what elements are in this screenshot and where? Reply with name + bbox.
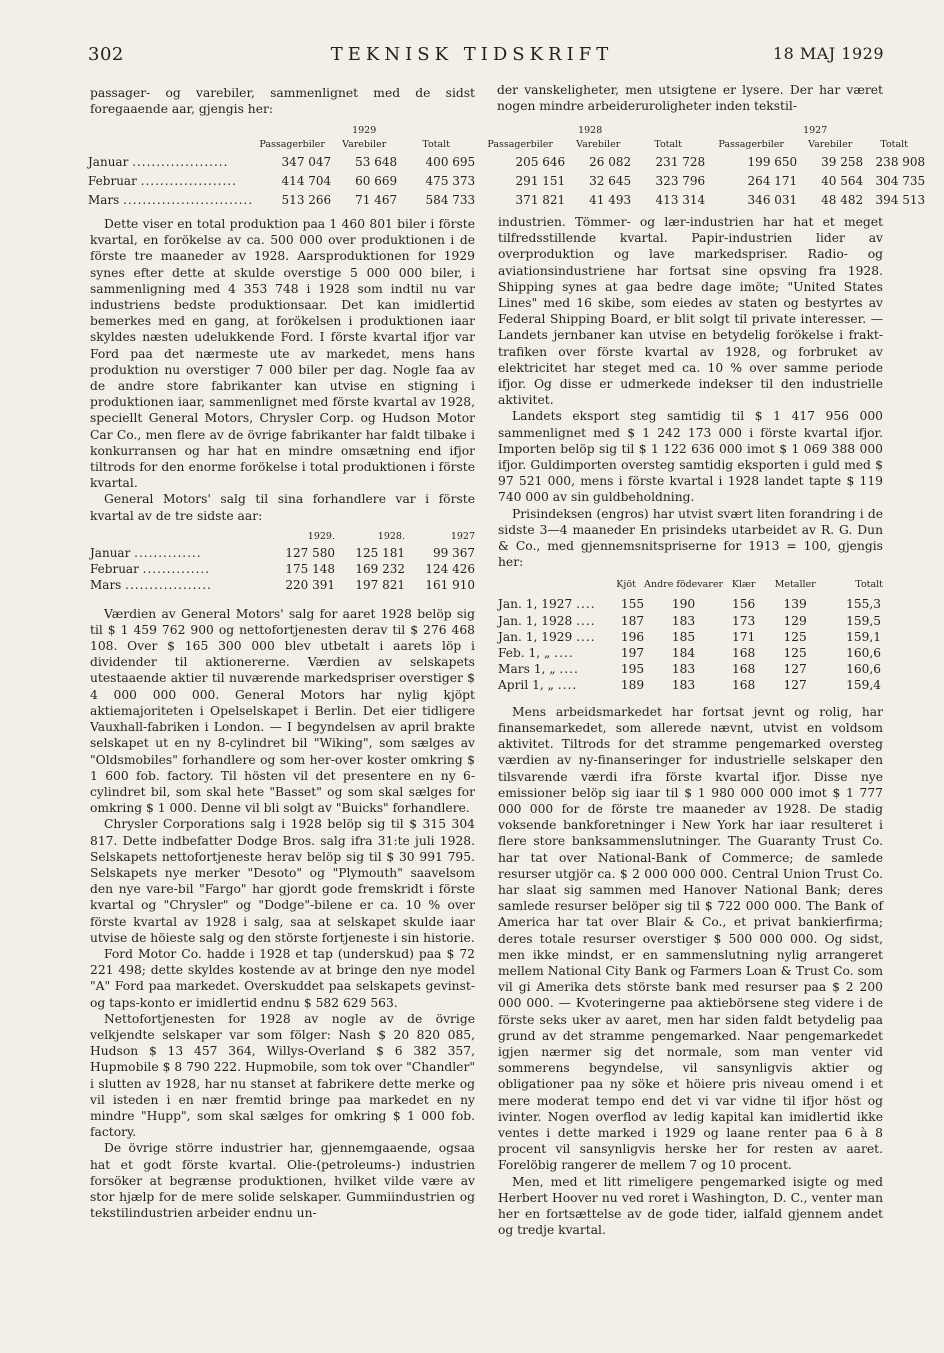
table-cell: 39 258 bbox=[821, 154, 864, 169]
intro-left-text: passager- og varebiler, sammenlignet med de sidst foregaaende aar, gjengis her: bbox=[90, 86, 475, 117]
paragraph: Værdien av General Motors' salg for aaret 1928 belöp sig til $ 1 459 762 900 og nettofortjenesten derav til $ 276 468 108. Over $ 165 300 000 blev utbetalt i aarets löp i dividender til aktionererne. Værdien av selskapets utestaaende aktier til nuværende markedspriser overstiger $ 4 000 000 000. General Motors har nylig kjöpt aktiemajoriteten i Opelselskapet i Berlin. Det eier tidligere Vauxhall-fabriken i London. — I begyndelsen av april brakte selskapet ut en ny 8-cylindret bil "Wiking", som sælges av "Oldsmobiles" forhandlere og som her-over koster omkring $ 1 600 fob. factory. Til hösten vil det presentere en ny 6-cylindret bil, som skal hete "Basset" og som skal sælges for omkring $ 1 000. Denne vil bli solgt av "Buicks" forhandlere. bbox=[90, 606, 475, 816]
table-cell: 40 564 bbox=[821, 173, 864, 188]
table-cell: 400 695 bbox=[425, 154, 476, 169]
row-label: Feb. 1, „ bbox=[498, 646, 551, 661]
leader-dots: .... bbox=[554, 646, 574, 661]
intro-left bbox=[90, 85, 475, 117]
table-cell: 584 733 bbox=[425, 192, 476, 207]
table-row bbox=[498, 677, 883, 693]
gm-sales-table bbox=[90, 529, 475, 594]
row-label: Jan. 1, 1928 bbox=[498, 613, 573, 628]
table-cell: 168 bbox=[732, 662, 756, 677]
paragraph: Nettofortjenesten for 1928 av nogle av de övrige velkjendte selskaper var som fölger: Nash $ 20 820 085, Hudson $ 13 457 364, Willys-Overland $ 6 382 357, Hupmobile $ 8 790 222. Hupmobile, som tok over "Chandler" i slutten av 1928, har nu stanset at fabrikere dette merke og vil isteden i en nær fremtid bringe paa markedet en ny mindre "Hupp", som skal sælges for omkring $ 1 000 fob. factory. bbox=[90, 1011, 475, 1140]
table-cell: 371 821 bbox=[515, 192, 566, 207]
table-row bbox=[498, 645, 883, 661]
table-cell: 175 148 bbox=[285, 562, 335, 577]
table-cell: 71 467 bbox=[355, 192, 398, 207]
column-header: Kjöt bbox=[616, 579, 636, 591]
paragraph: Chrysler Corporations salg i 1928 belöp sig til $ 315 304 817. Dette indbefatter Dodge Bros. salg ifra 31:te juli 1928. Selskapets nettofortjeneste herav belöp sig til $ 30 991 795. Selskapets nye merker "Desoto" og "Plymouth" saavelsom den nye vare-bil "Fargo" har gjordt gode fremskridt i förste kvartal og "Chrysler" og "Dodge"-bilene er ca. 10 % over förste kvartal av 1928 i salg, saa at selskapet skulde iaar utvise de höieste salg og den störste fortjeneste i sin historie. bbox=[90, 817, 475, 945]
row-label: Mars bbox=[90, 578, 122, 593]
table-cell: 156 bbox=[732, 597, 756, 612]
table-cell: 129 bbox=[783, 613, 807, 628]
table-cell: 125 bbox=[783, 629, 807, 644]
price-index-table bbox=[498, 574, 883, 693]
paragraph: Mens arbeidsmarkedet har fortsat jevnt og rolig, har finansemarkedet, som allerede nævnt, utvist en voldsom aktivitet. Tiltrods for det stramme pengemarked oversteg værdien av ny-finanseringer for industrielle selskaper den tilsvarende værdi ifra förste kvartal ifjor. Disse nye emissioner belöp sig iaar til $ 1 980 000 000 imot $ 1 777 000 000 for de förste tre maaneder av 1928. De stadig voksende bankforetninger i New York har iaar resulteret i flere store banksammenslutninger. The Guaranty Trust Co. har tat over National-Bank of Commerce; de samlede resurser utgjör ca. $ 2 000 000 000. Central Union Trust Co. har slaat sig sammen med Hanover National Bank; deres samlede resurser belöper sig til $ 722 000 000. The Bank of America har tat over Blair & Co., et privat bankierfirma; deres totale resurser overstiger $ 500 000 000. Og sidst, men ikke mindst, er en sammenslutning nylig arrangeret mellem National City Bank og Farmers Loan & Trust Co. som vil gi Amerika dets störste bank med resurser paa $ 2 200 000 000. — Kvoteringerne paa aktiebörsene steg videre i de förste seks uker av aaret, men har siden faldt betydelig paa grund av det stramme pengemarked. Naar pengemarkedet igjen nærmer sig det normale, som man venter vid sommerens begyndelse, vil sansynligvis aktier og obligationer paa ny söke et höiere pris niveau omend i et mere moderat tempo end det vi var vidne til ifjor höst og ivinter. Nogen overflod av ledig kapital kan imidlertid ikke ventes i dette marked i 1929 og laane renter paa 6 à 8 procent vil sansynligvis herske her for resten av aaret. Forelöbig rangerer de mellem 7 og 10 procent. bbox=[498, 704, 883, 1173]
column-header: Varebiler bbox=[576, 138, 621, 150]
table-cell: 187 bbox=[620, 613, 645, 628]
paragraph: industrien. Tömmer- og lær-industrien har hat et meget tilfredsstillende kvartal. Papir-industrien lider av overproduktion og lave markedspriser. Radio- og aviationsindustriene har fortsat sine opsving fra 1928. Shipping synes at gaa bedre dage imöte; "United States Lines" med 16 skibe, som eiedes av staten og bestyrtes av Federal Shipping Board, er blit solgt til private interesser. — Landets jernbaner kan utvise en betydelig forökelse i frakt-trafiken over förste kvartal av 1928, og forbruket av elektricitet har steget med ca. 10 % over samme periode ifjor. Og disse er udmerkede indekser til den industrielle aktivitet. bbox=[498, 215, 883, 408]
table-cell: 195 bbox=[620, 662, 645, 677]
table-row bbox=[88, 171, 925, 190]
table-cell: 159,5 bbox=[846, 613, 881, 628]
paragraph: De övrige större industrier har, gjennemgaaende, ogsaa hat et godt förste kvartal. Olie-(petroleums-) industrien forsöker at begrænse produktionen, hvilket vilde være av stor hjælp for de mere solide selskaper. Gummiindustrien og tekstilindustrien arbeider endnu un- bbox=[90, 1141, 475, 1221]
table-cell: 220 391 bbox=[285, 578, 335, 593]
column-header: Totalt bbox=[654, 138, 682, 150]
table-cell: 183 bbox=[671, 613, 696, 628]
table-cell: 127 bbox=[783, 662, 807, 677]
table-cell: 173 bbox=[732, 613, 756, 628]
table-cell: 160,6 bbox=[846, 646, 881, 661]
table-cell: 413 314 bbox=[655, 192, 706, 207]
issue-date: 18 MAJ 1929 bbox=[772, 44, 884, 63]
table-row bbox=[90, 561, 475, 577]
table-cell: 199 650 bbox=[747, 154, 798, 169]
leader-dots: .................... bbox=[140, 173, 237, 188]
table-cell: 171 bbox=[732, 629, 756, 644]
leader-dots: .... bbox=[559, 662, 579, 677]
leader-dots: .............. bbox=[142, 562, 211, 577]
leader-dots: .................... bbox=[132, 154, 229, 169]
journal-title: TEKNISK TIDSKRIFT bbox=[330, 44, 614, 65]
production-table bbox=[88, 124, 925, 209]
table-cell: 159,4 bbox=[846, 678, 881, 693]
year-header: 1928. bbox=[377, 530, 405, 542]
table-cell: 394 513 bbox=[875, 192, 926, 207]
table-row bbox=[498, 596, 883, 612]
table-cell: 168 bbox=[732, 678, 756, 693]
column-header: Andre födevarer bbox=[644, 579, 724, 591]
leader-dots: .... bbox=[576, 629, 596, 644]
row-label: Februar bbox=[90, 562, 139, 577]
table-cell: 168 bbox=[732, 646, 756, 661]
table-cell: 346 031 bbox=[747, 192, 798, 207]
year-header: 1929 bbox=[352, 124, 377, 136]
table-cell: 189 bbox=[620, 678, 645, 693]
table-cell: 159,1 bbox=[846, 629, 881, 644]
column-header: Metaller bbox=[774, 579, 816, 591]
table-cell: 41 493 bbox=[589, 192, 632, 207]
year-header: 1929. bbox=[307, 530, 335, 542]
table-row bbox=[498, 661, 883, 677]
leader-dots: .................. bbox=[125, 578, 212, 593]
row-label: April 1, „ bbox=[498, 678, 554, 693]
table-cell: 48 482 bbox=[821, 192, 864, 207]
table-cell: 231 728 bbox=[655, 154, 706, 169]
column-header: Varebiler bbox=[342, 138, 387, 150]
table-cell: 323 796 bbox=[655, 173, 706, 188]
table-cell: 513 266 bbox=[281, 192, 332, 207]
table-row bbox=[88, 152, 925, 171]
table-cell: 196 bbox=[620, 629, 645, 644]
paragraph: Landets eksport steg samtidig til $ 1 417 956 000 sammenlignet med $ 1 242 173 000 i förste kvartal ifjor. Importen belöp sig til $ 1 122 636 000 imot $ 1 069 388 000 ifjor. Guldimporten oversteg samtidig eksporten i guld med $ 97 521 000, mens i förste kvartal i 1928 landet tapte $ 119 740 000 av sin guldbeholdning. bbox=[498, 409, 883, 505]
paragraph: Ford Motor Co. hadde i 1928 et tap (underskud) paa $ 72 221 498; dette skyldes kostende av at bringe den nye model "A" Ford paa markedet. Overskuddet paa selskapets gevinst- og taps-konto er imidlertid endnu $ 582 629 563. bbox=[90, 946, 475, 1010]
table-cell: 53 648 bbox=[355, 154, 398, 169]
paragraph: Men, med et litt rimeligere pengemarked isigte og med Herbert Hoover nu ved roret i Washington, D. C., venter man her en fortsættelse av de gode tider, ialfald gjennem andet og tredje kvartal. bbox=[498, 1174, 883, 1238]
table-row bbox=[88, 190, 925, 209]
page-number: 302 bbox=[88, 44, 124, 65]
table-cell: 32 645 bbox=[589, 173, 632, 188]
column-header: Varebiler bbox=[808, 138, 853, 150]
table-cell: 264 171 bbox=[747, 173, 798, 188]
table-cell: 291 151 bbox=[515, 173, 566, 188]
table-cell: 197 821 bbox=[355, 578, 405, 593]
intro-right-text: der vanskeligheter, men utsigtene er lysere. Der har været nogen mindre arbeideruroligheter inden tekstil- bbox=[497, 83, 883, 114]
table-cell: 127 580 bbox=[285, 546, 335, 561]
year-header: 1927 bbox=[450, 530, 475, 542]
table-cell: 347 047 bbox=[281, 154, 332, 169]
column-header: Totalt bbox=[855, 579, 883, 591]
column-header: Passagerbiler bbox=[487, 138, 553, 150]
column-header: Passagerbiler bbox=[718, 138, 784, 150]
column-header: Totalt bbox=[880, 138, 908, 150]
table-cell: 139 bbox=[783, 597, 807, 612]
paragraph: General Motors' salg til sina forhandlere var i förste kvartal av de tre sidste aar: bbox=[90, 492, 475, 523]
row-label: Mars bbox=[88, 192, 120, 207]
table-cell: 26 082 bbox=[589, 154, 632, 169]
column-header: Totalt bbox=[422, 138, 450, 150]
table-cell: 197 bbox=[620, 646, 645, 661]
table-cell: 183 bbox=[671, 662, 696, 677]
right-column bbox=[498, 214, 883, 1238]
leader-dots: .... bbox=[557, 678, 578, 693]
year-header: 1928 bbox=[578, 124, 603, 136]
table-cell: 124 426 bbox=[425, 562, 475, 577]
table-cell: 183 bbox=[671, 678, 696, 693]
table-cell: 185 bbox=[671, 629, 696, 644]
row-label: Jan. 1, 1929 bbox=[498, 629, 573, 644]
table-row bbox=[498, 629, 883, 645]
row-label: Jan. 1, 1927 bbox=[498, 597, 573, 612]
table-row bbox=[90, 545, 475, 561]
table-cell: 205 646 bbox=[515, 154, 566, 169]
table-cell: 238 908 bbox=[875, 154, 926, 169]
table-cell: 160,6 bbox=[846, 662, 881, 677]
table-row bbox=[498, 613, 883, 629]
paragraph: Dette viser en total produktion paa 1 460 801 biler i förste kvartal, en forökelse av ca. 500 000 over produktionen i de förste tre maaneder av 1928. Aarsproduktionen for 1929 synes efter dette at skulde overstige 5 000 000 biler, i sammenligning med 4 353 748 i 1928 som indtil nu var industriens bedste produktionsaar. Det kan imidlertid bemerkes med en gang, at forökelsen i produktionen iaar skyldes næsten udelukkende Ford. I förste kvartal ifjor var Ford paa det nærmeste ute av markedet, mens hans produktion nu overstiger 7 000 biler per dag. Nogle faa av de andre store fabrikanter kan utvise en stigning i produktionen iaar, sammenlignet med förste kvartal av 1928, speciellt General Motors, Chrysler Corp. og Hudson Motor Car Co., men flere av de övrige fabrikanter har faldt tilbake i konkurransen og har hat en mindre omsætning end ifjor tiltrods for den enorme forökelse i total produktionen i förste kvartal. bbox=[90, 217, 475, 491]
row-label: Mars 1, „ bbox=[498, 662, 556, 677]
column-header: Klær bbox=[731, 579, 756, 591]
table-cell: 155 bbox=[620, 597, 645, 612]
left-column bbox=[90, 216, 475, 1221]
leader-dots: .... bbox=[576, 613, 596, 628]
table-cell: 475 373 bbox=[425, 173, 476, 188]
row-label: Januar bbox=[90, 546, 131, 561]
paragraph: Prisindeksen (engros) har utvist svært liten forandring i de sidste 3—4 maaneder En prisindeks utarbeidet av R. G. Dun & Co., med gjennemsnitspriserne for 1913 = 100, gjengis her: bbox=[498, 506, 883, 570]
table-cell: 414 704 bbox=[281, 173, 332, 188]
intro-right bbox=[497, 82, 883, 114]
table-cell: 127 bbox=[783, 678, 807, 693]
table-cell: 125 bbox=[783, 646, 807, 661]
table-cell: 169 232 bbox=[355, 562, 405, 577]
leader-dots: .... bbox=[576, 597, 596, 612]
table-cell: 60 669 bbox=[355, 173, 398, 188]
table-cell: 99 367 bbox=[433, 546, 475, 561]
row-label: Januar bbox=[88, 154, 129, 169]
table-cell: 304 735 bbox=[875, 173, 926, 188]
leader-dots: .............. bbox=[134, 546, 202, 561]
table-cell: 184 bbox=[671, 646, 696, 661]
column-header: Passagerbiler bbox=[259, 138, 325, 150]
table-cell: 125 181 bbox=[355, 546, 405, 561]
table-row bbox=[90, 577, 475, 593]
table-cell: 190 bbox=[671, 597, 696, 612]
leader-dots: ........................... bbox=[123, 192, 254, 207]
table-cell: 155,3 bbox=[846, 597, 881, 612]
year-header: 1927 bbox=[803, 124, 828, 136]
table-cell: 161 910 bbox=[425, 578, 475, 593]
row-label: Februar bbox=[88, 173, 137, 188]
